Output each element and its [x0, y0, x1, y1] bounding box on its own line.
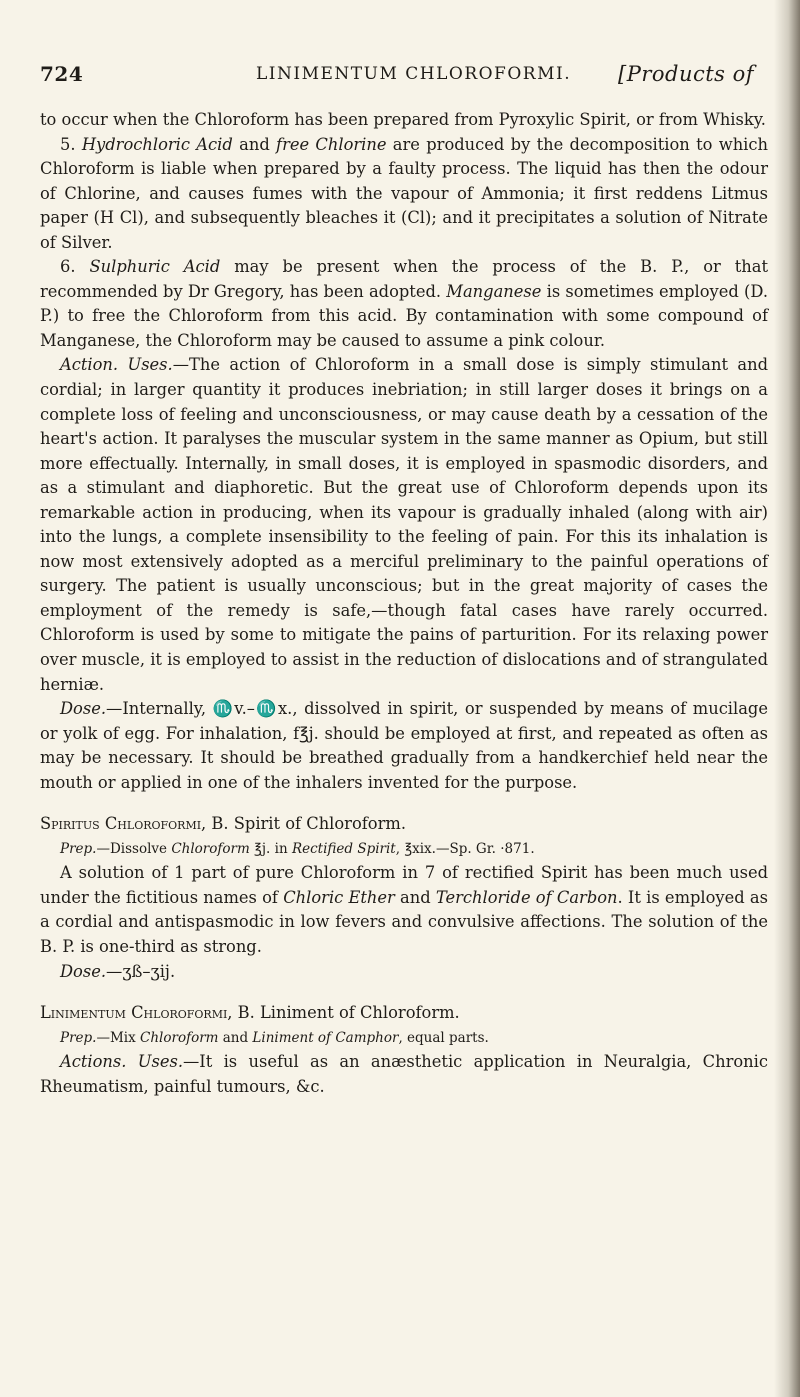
section-label: [Products of — [618, 62, 755, 86]
paragraph-hydrochloric-acid: 5. Hydrochloric Acid and free Chlorine are produced by the decomposition to which Chloroform is liable when prepared by a faulty process. The liquid has then the odour of Chlorine, and causes fumes with the vapour of Ammonia; it first reddens Litmus paper (H Cl), and subsequently bleaches it (Cl); and it precipitates a solution of Nitrate of Silver. — [40, 134, 768, 252]
section-gap — [40, 984, 768, 1001]
running-header — [40, 62, 780, 96]
heading-spiritus-chloroformi: Spiritus Chloroformi, B. Spirit of Chloroform. — [40, 814, 406, 834]
heading-linimentum-chloroformi: Linimentum Chloroformi, B. Liniment of Chloroform. — [40, 1003, 460, 1023]
paragraph-spirit-description: A solution of 1 part of pure Chloroform in 7 of rectified Spirit has been much used under the fictitious names of Chloric Ether and Terchloride of Carbon. It is employed as a cordial and antispasmodic in low fevers and convulsive affections. The solution of the B. P. is one-third as strong. — [40, 863, 768, 956]
body-text — [40, 108, 768, 1099]
paragraph-action-uses: Action. Uses.—The action of Chloroform in a small dose is simply stimulant and cordial; in larger quantity it produces inebriation; in still larger doses it brings on a complete loss of feeling and unconsciousness, or may cause death by a cessation of the heart's action. It paralyses the muscular system in the same manner as Opium, but still more effectually. Internally, in small doses, it is employed in spasmodic disorders, and as a stimulant and diaphoretic. But the great use of Chloroform depends upon its remarkable action in producing, when its vapour is gradually inhaled (along with air) into the lungs, a complete insensibility to the feeling of pain. For this its inhalation is now most extensively adopted as a merciful preliminary to the painful operations of surgery. The patient is usually unconscious; but in the great majority of cases the employment of the remedy is safe,—though fatal cases have rarely occurred. Chloroform is used by some to mitigate the pains of parturition. For its relaxing power over muscle, it is employed to assist in the reduction of dislocations and of strangulated herniæ. — [40, 355, 768, 694]
prep-spirit: Prep.—Dissolve Chloroform ℥j. in Rectified Spirit, ℥xix.—Sp. Gr. ·871. — [60, 840, 535, 857]
prep-liniment: Prep.—Mix Chloroform and Liniment of Camphor, equal parts. — [60, 1029, 489, 1046]
paragraph-dose: Dose.—Internally, ♏v.–♏x., dissolved in spirit, or suspended by means of mucilage or yolk of egg. For inhalation, f℥j. should be employed at first, and repeated as often as may be necessary. It should be breathed gradually from a handkerchief held near the mouth or applied in one of the inhalers invented for the purpose. — [40, 699, 768, 792]
page-edge-shadow — [774, 0, 800, 1397]
page-number: 724 — [40, 62, 84, 86]
paragraph-liniment-actions: Actions. Uses.—It is useful as an anæsthetic application in Neuralgia, Chronic Rheumatism, painful tumours, &c. — [40, 1052, 768, 1096]
section-gap — [40, 795, 768, 812]
paragraph-spirit-dose: Dose.—ʒß–ʒij. — [60, 961, 176, 981]
paragraph-continuation: to occur when the Chloroform has been prepared from Pyroxylic Spirit, or from Whisky. — [40, 110, 766, 129]
paragraph-sulphuric-acid: 6. Sulphuric Acid may be present when the process of the B. P., or that recommended by Dr Gregory, has been adopted. Manganese is sometimes employed (D. P.) to free the Chloroform from this acid. By contamination with some compound of Manganese, the Chloroform may be caused to assume a pink colour. — [40, 257, 769, 350]
running-title: LINIMENTUM CHLOROFORMI. — [256, 64, 572, 84]
